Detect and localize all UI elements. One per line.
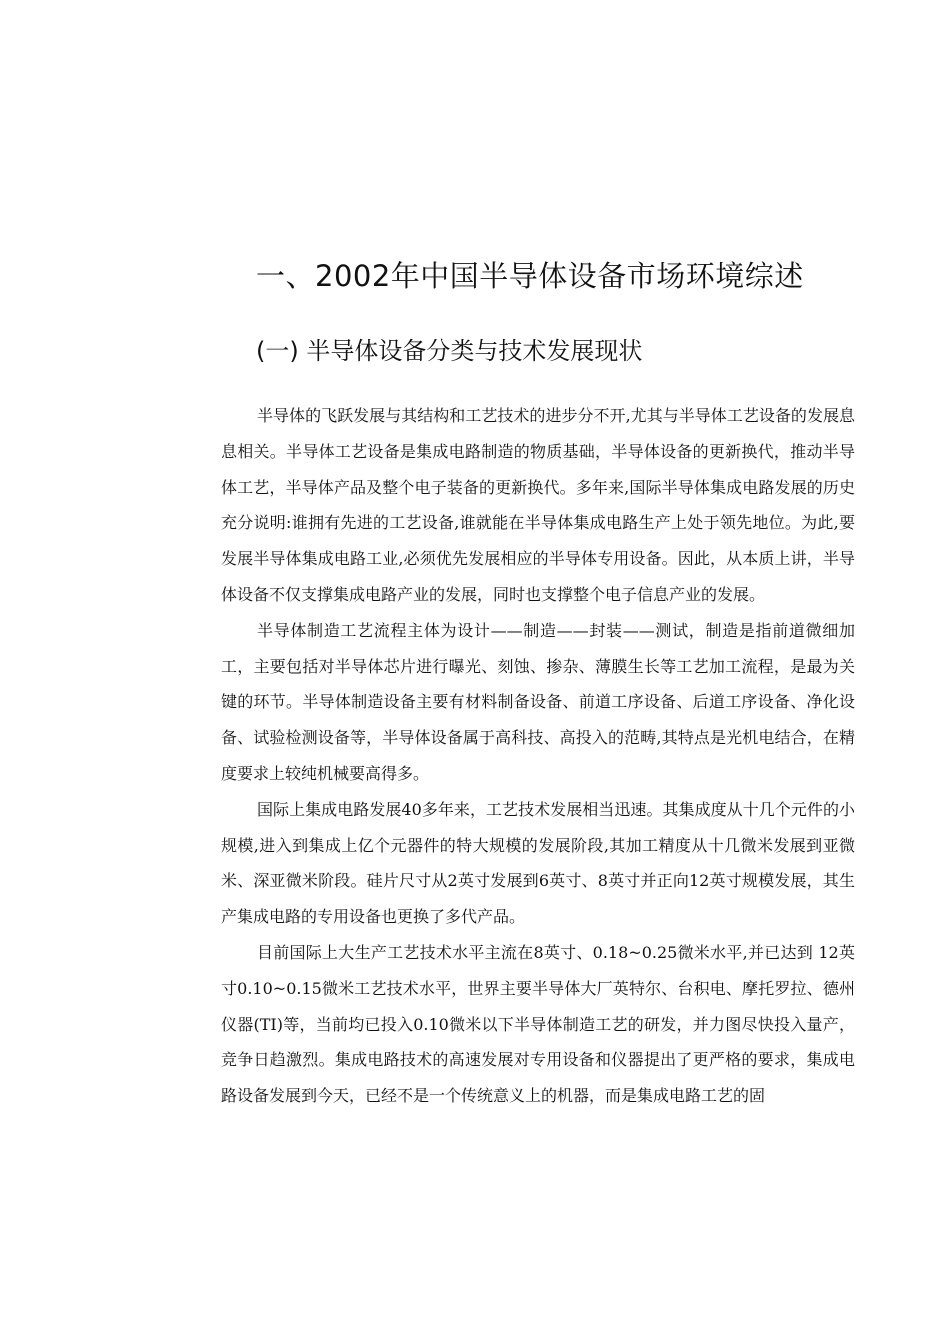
paragraph-1: 半导体的飞跃发展与其结构和工艺技术的进步分不开,尤其与半导体工艺设备的发展息息相关。半导体工艺设备是集成电路制造的物质基础，半导体设备的更新换代，推动半导体工艺，半导体产品及整个电子装备的更新换代。多年来,国际半导体集成电路发展的历史充分说明:谁拥有先进的工艺设备,谁就能在半导体集成电路生产上处于领先地位。为此,要发展半导体集成电路工业,必须优先发展相应的半导体专用设备。因此，从本质上讲，半导体设备不仅支撑集成电路产业的发展，同时也支撑整个电子信息产业的发展。 bbox=[221, 406, 855, 604]
paragraph-3: 国际上集成电路发展40多年来，工艺技术发展相当迅速。其集成度从十几个元件的小规模,进入到集成上亿个元器件的特大规模的发展阶段,其加工精度从十几微米发展到亚微米、深亚微米阶段。硅片尺寸从2英寸发展到6英寸、8英寸并正向12英寸规模发展，其生产集成电路的专用设备也更换了多代产品。 bbox=[221, 799, 855, 927]
subsection-heading: (一) 半导体设备分类与技术发展现状 bbox=[256, 337, 643, 365]
paragraph-2: 半导体制造工艺流程主体为设计——制造——封装——测试，制造是指前道微细加工，主要包括对半导体芯片进行曝光、刻蚀、掺杂、薄膜生长等工艺加工流程，是最为关键的环节。半导体制造设备主要有材料制备设备、前道工序设备、后道工序设备、净化设备、试验检测设备等，半导体设备属于高科技、高投入的范畴,其特点是光机电结合，在精度要求上较纯机械要高得多。 bbox=[221, 620, 855, 783]
section-heading: 一、2002年中国半导体设备市场环境综述 bbox=[256, 259, 804, 293]
paragraph-4: 目前国际上大生产工艺技术水平主流在8英寸、0.18~0.25微米水平,并已达到 12英寸0.10~0.15微米工艺技术水平，世界主要半导体大厂英特尔、台积电、摩托罗拉、德州仪器(TI)等，当前均已投入0.10微米以下半导体制造工艺的研发，并力图尽快投入量产，竞争日趋激烈。集成电路技术的高速发展对专用设备和仪器提出了更严格的要求，集成电路设备发展到今天，已经不是一个传统意义上的机器，而是集成电路工艺的固 bbox=[221, 942, 855, 1106]
body-text bbox=[221, 398, 855, 1114]
